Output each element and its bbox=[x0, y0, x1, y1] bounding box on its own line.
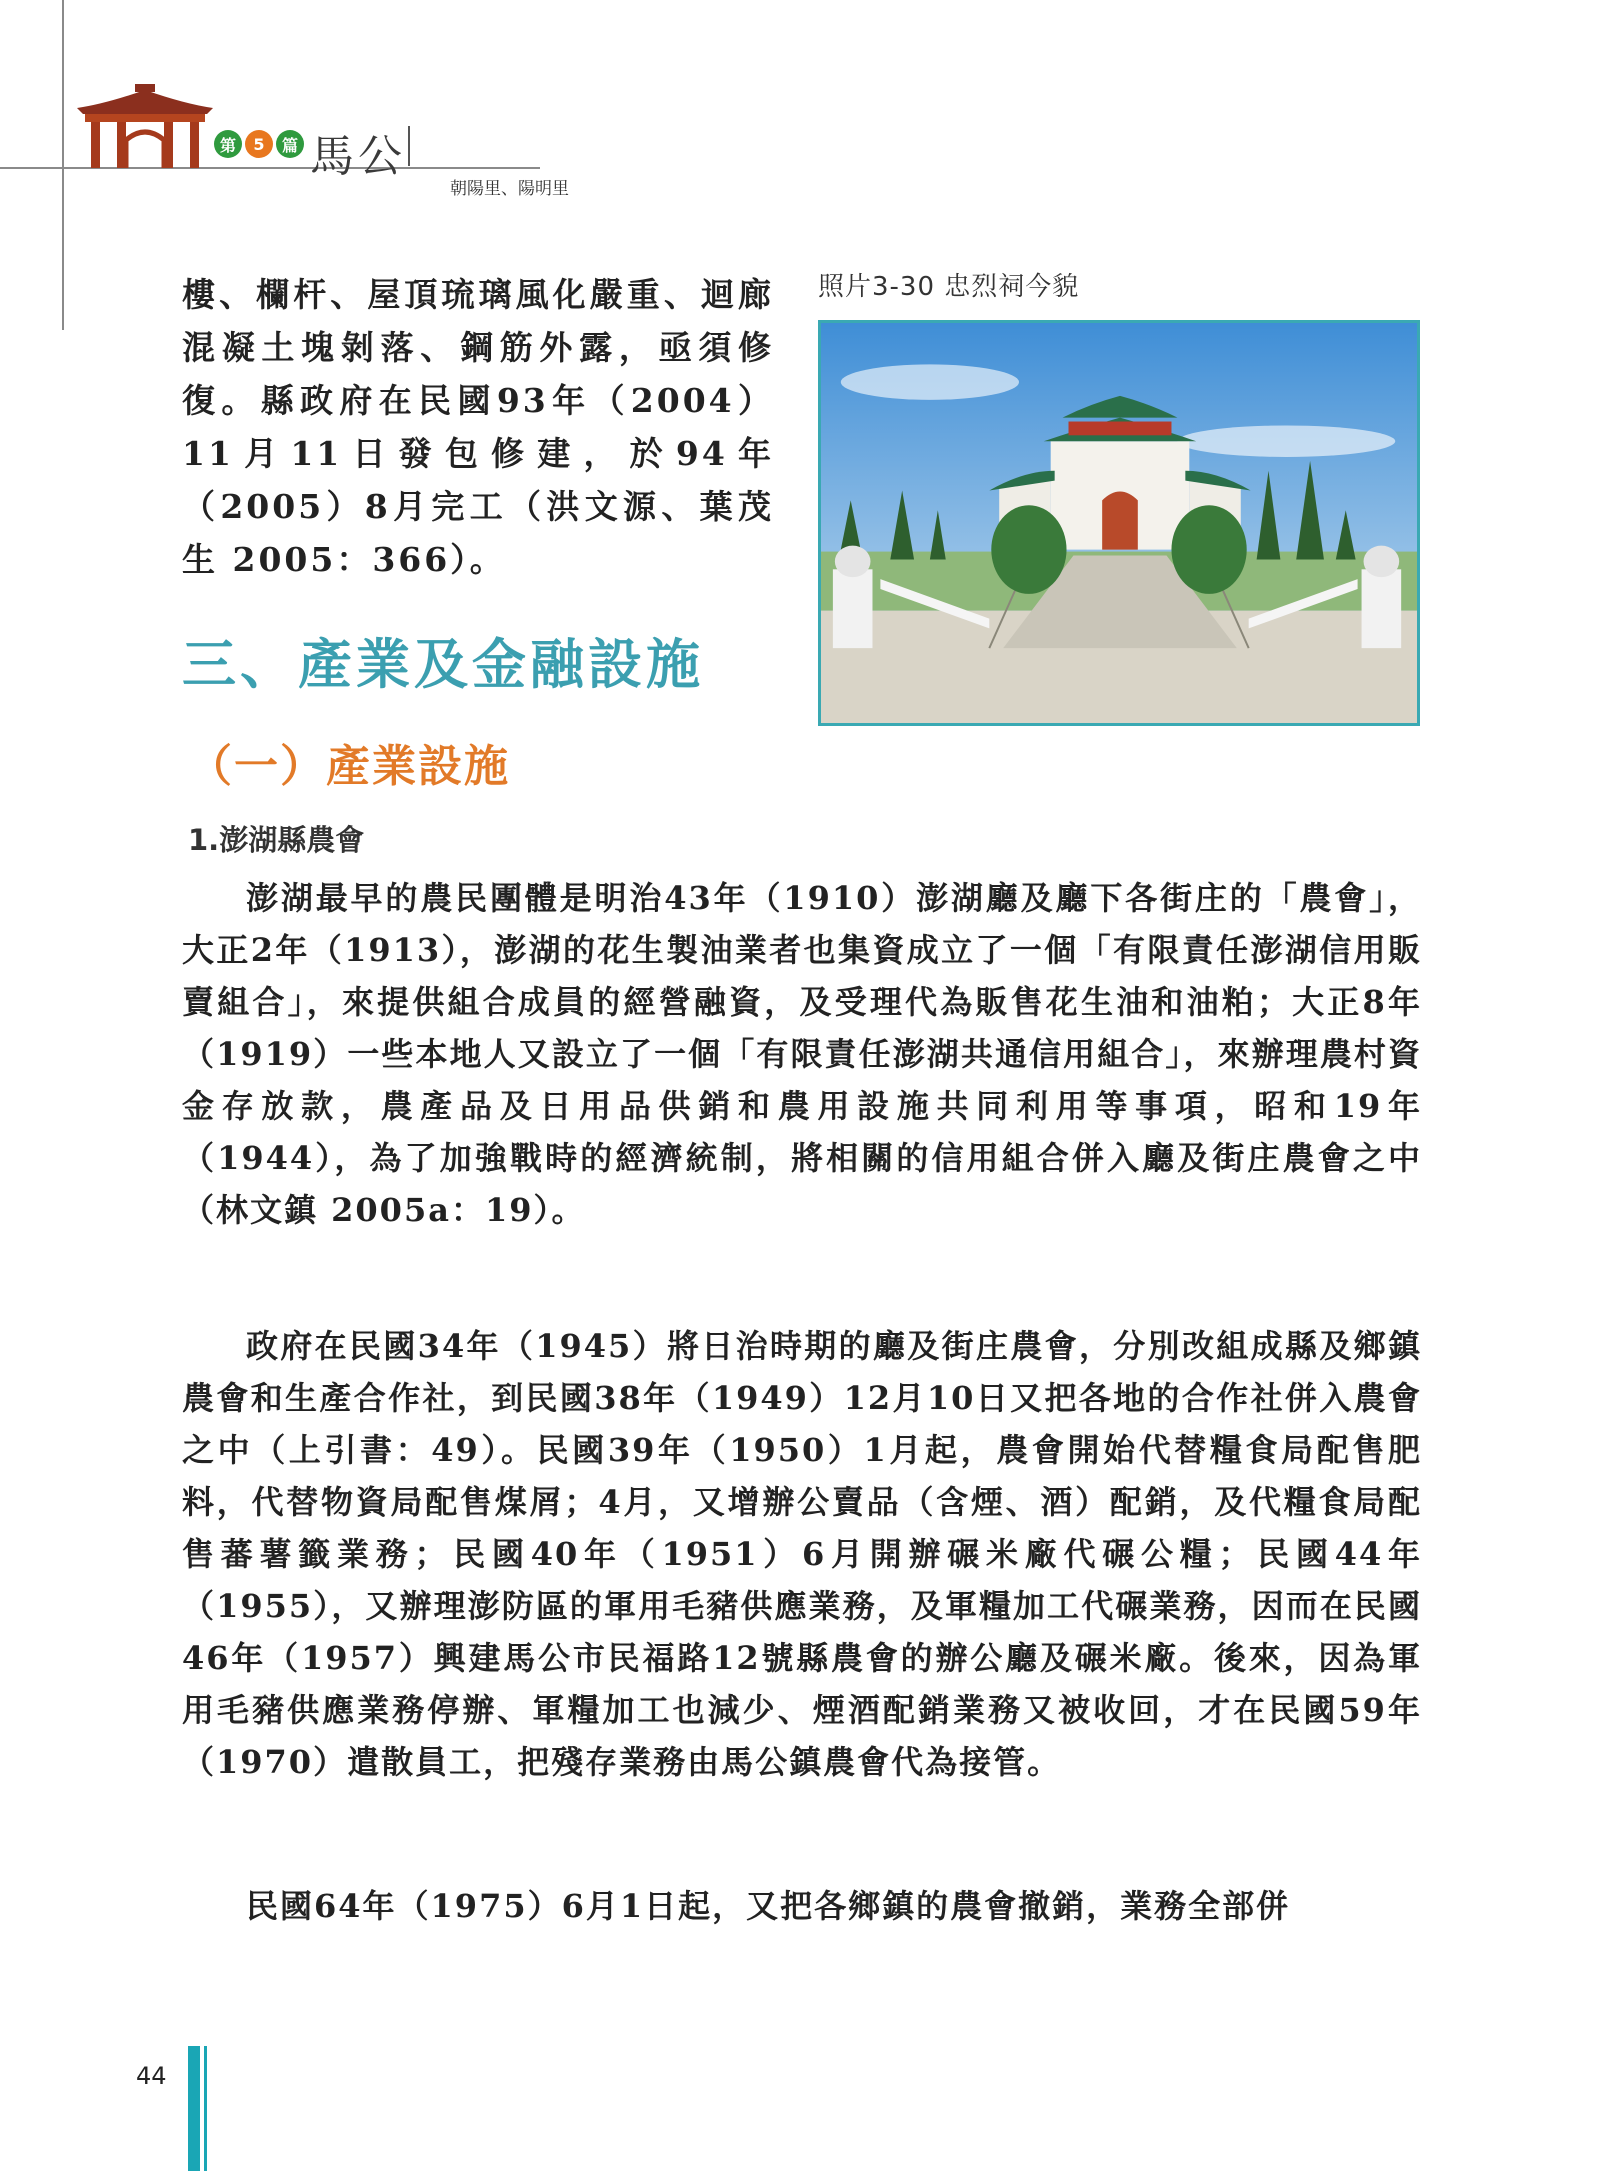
pavilion-icon bbox=[75, 82, 215, 168]
chapter-badge bbox=[214, 130, 304, 158]
page-edge-bar bbox=[188, 2046, 200, 2171]
header-vertical-rule bbox=[62, 0, 64, 330]
chapter-name: 馬公 bbox=[310, 131, 406, 182]
page-edge-bar-thin bbox=[204, 2046, 207, 2171]
page-number: 44 bbox=[136, 2062, 167, 2090]
photo-caption: 照片3-30 忠烈祠今貌 bbox=[818, 272, 1080, 302]
paragraph-text: 澎湖最早的農民團體是明治43年（1910）澎湖廳及廳下各街庄的「農會」，大正2年（1913），澎湖的花生製油業者也集資成立了一個「有限責任澎湖信用販賣組合」，來提供組合成員的經營融資，及受理代為販售花生油和油粕；大正8年（1919）一些本地人又設立了一個「有限責任澎湖共通信用組合」，來辦理農村資金存放款，農產品及日用品供銷和農用設施共同利用等事項，昭和19年（1944），為了加強戰時的經濟統制，將相關的信用組合併入廳及街庄農會之中（林文鎮 2005a：19）。 bbox=[182, 879, 1422, 1229]
chapter-suffix: 篇 bbox=[276, 130, 304, 158]
chapter-prefix: 第 bbox=[214, 130, 242, 158]
section-title: 三、產業及金融設施 bbox=[182, 632, 704, 696]
body-paragraph-2 bbox=[182, 1320, 1422, 1788]
subsection-title: （一）產業設施 bbox=[188, 741, 510, 792]
chapter-subtitle: 朝陽里、陽明里 bbox=[450, 179, 569, 199]
continued-paragraph: 樓、欄杆、屋頂琉璃風化嚴重、迴廊混凝土塊剝落、鋼筋外露，亟須修復。縣政府在民國93年（2004）11月11日發包修建，於94年（2005）8月完工（洪文源、葉茂生 2005：366）。 bbox=[182, 275, 774, 579]
paragraph-text: 民國64年（1975）6月1日起，又把各鄉鎮的農會撤銷，業務全部併 bbox=[246, 1887, 1291, 1925]
body-paragraph-1 bbox=[182, 872, 1422, 1236]
item-title: 1.澎湖縣農會 bbox=[188, 823, 365, 857]
paragraph-text: 政府在民國34年（1945）將日治時期的廳及街庄農會，分別改組成縣及鄉鎮農會和生產合作社，到民國38年（1949）12月10日又把各地的合作社併入農會之中（上引書：49）。民國39年（1950）1月起，農會開始代替糧食局配售肥料，代替物資局配售煤屑；4月，又增辦公賣品（含煙、酒）配銷，及代糧食局配售蕃薯籤業務；民國40年（1951）6月開辦碾米廠代碾公糧；民國44年（1955），又辦理澎防區的軍用毛豬供應業務，及軍糧加工代碾業務，因而在民國46年（1957）興建馬公市民福路12號縣農會的辦公廳及碾米廠。後來，因為軍用毛豬供應業務停辦、軍糧加工也減少、煙酒配銷業務又被收回，才在民國59年（1970）遣散員工，把殘存業務由馬公鎮農會代為接管。 bbox=[182, 1327, 1422, 1781]
chapter-number: 5 bbox=[245, 130, 273, 158]
body-paragraph-3 bbox=[182, 1880, 1422, 1932]
shrine-photo bbox=[818, 320, 1420, 726]
chapter-divider bbox=[408, 126, 410, 166]
